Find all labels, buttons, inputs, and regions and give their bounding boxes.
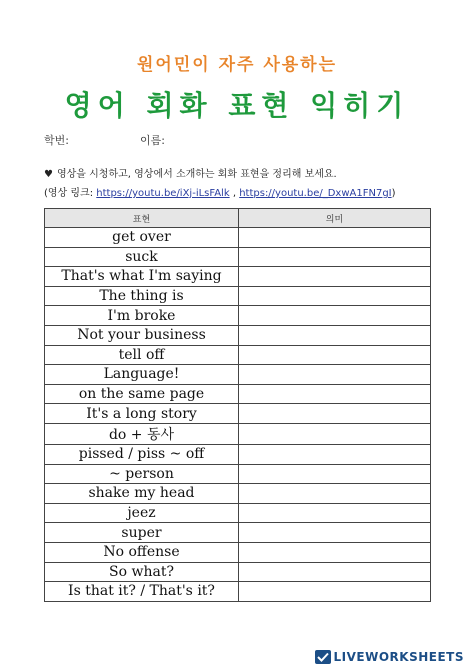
meaning-cell[interactable]: [239, 365, 431, 385]
meaning-cell[interactable]: [239, 562, 431, 582]
table-row: [45, 503, 431, 523]
expression-cell: That's what I'm saying: [45, 267, 239, 287]
table-row: [45, 267, 431, 287]
meaning-cell[interactable]: [239, 484, 431, 504]
expression-cell: shake my head: [45, 484, 239, 504]
table-row: [45, 542, 431, 562]
link-separator: ,: [232, 188, 237, 199]
expression-cell: get over: [45, 228, 239, 248]
expression-cell: ~ person: [45, 464, 239, 484]
expression-cell: No offense: [45, 542, 239, 562]
table-row: [45, 423, 431, 444]
expression-cell: tell off: [45, 345, 239, 365]
expression-cell: The thing is: [45, 286, 239, 306]
table-row: [45, 582, 431, 602]
table-row: [45, 365, 431, 385]
student-id-label: 학번:: [44, 134, 69, 147]
expression-table-body: [45, 228, 431, 602]
table-row: [45, 562, 431, 582]
link-suffix: ): [391, 188, 396, 199]
table-header-row: [45, 209, 431, 228]
meaning-cell[interactable]: [239, 286, 431, 306]
video-links-line: [44, 184, 396, 199]
meaning-cell[interactable]: [239, 345, 431, 365]
table-row: [45, 325, 431, 345]
table-row: [45, 444, 431, 464]
meaning-cell[interactable]: [239, 384, 431, 404]
instruction-text: 영상을 시청하고, 영상에서 소개하는 회화 표현을 정리해 보세요.: [56, 169, 337, 180]
expression-cell: do + 동사: [45, 423, 239, 444]
table-row: [45, 384, 431, 404]
expression-table: [44, 208, 431, 602]
meaning-cell[interactable]: [239, 404, 431, 424]
instruction-line: [44, 165, 337, 180]
expression-cell: super: [45, 523, 239, 543]
meaning-cell[interactable]: [239, 444, 431, 464]
meaning-cell[interactable]: [239, 267, 431, 287]
table-row: [45, 345, 431, 365]
meaning-cell[interactable]: [239, 325, 431, 345]
expression-cell: jeez: [45, 503, 239, 523]
table-row: [45, 484, 431, 504]
meaning-cell[interactable]: [239, 464, 431, 484]
liveworksheets-logo: [315, 649, 464, 665]
expression-cell: I'm broke: [45, 306, 239, 326]
liveworksheets-logo-icon: [315, 650, 331, 664]
expression-cell: on the same page: [45, 384, 239, 404]
meaning-cell[interactable]: [239, 542, 431, 562]
worksheet-subtitle: 원어민이 자주 사용하는: [136, 55, 338, 75]
table-row: [45, 464, 431, 484]
link-prefix: (영상 링크:: [44, 188, 94, 199]
expression-cell: pissed / piss ~ off: [45, 444, 239, 464]
video-link-2[interactable]: https://youtu.be/_DxwA1FN7gI: [239, 188, 392, 199]
table-row: [45, 523, 431, 543]
expression-cell: suck: [45, 247, 239, 267]
meaning-cell[interactable]: [239, 247, 431, 267]
meaning-cell[interactable]: [239, 228, 431, 248]
meaning-cell[interactable]: [239, 523, 431, 543]
expression-cell: Language!: [45, 365, 239, 385]
video-link-1[interactable]: https://youtu.be/iXj-iLsFAlk: [96, 188, 230, 199]
header-meaning: 의미: [239, 209, 431, 228]
header-expression: 표현: [45, 209, 239, 228]
table-row: [45, 286, 431, 306]
meaning-cell[interactable]: [239, 306, 431, 326]
worksheet-title: 영어 회화 표현 익히기: [64, 89, 410, 122]
heart-icon: ♥: [44, 169, 53, 180]
table-row: [45, 247, 431, 267]
meaning-cell[interactable]: [239, 423, 431, 444]
logo-text: LIVEWORKSHEETS: [333, 650, 464, 664]
table-row: [45, 306, 431, 326]
table-row: [45, 404, 431, 424]
expression-cell: So what?: [45, 562, 239, 582]
expression-cell: It's a long story: [45, 404, 239, 424]
meaning-cell[interactable]: [239, 582, 431, 602]
table-row: [45, 228, 431, 248]
name-label: 이름:: [140, 134, 165, 147]
expression-cell: Not your business: [45, 325, 239, 345]
expression-cell: Is that it? / That's it?: [45, 582, 239, 602]
meaning-cell[interactable]: [239, 503, 431, 523]
